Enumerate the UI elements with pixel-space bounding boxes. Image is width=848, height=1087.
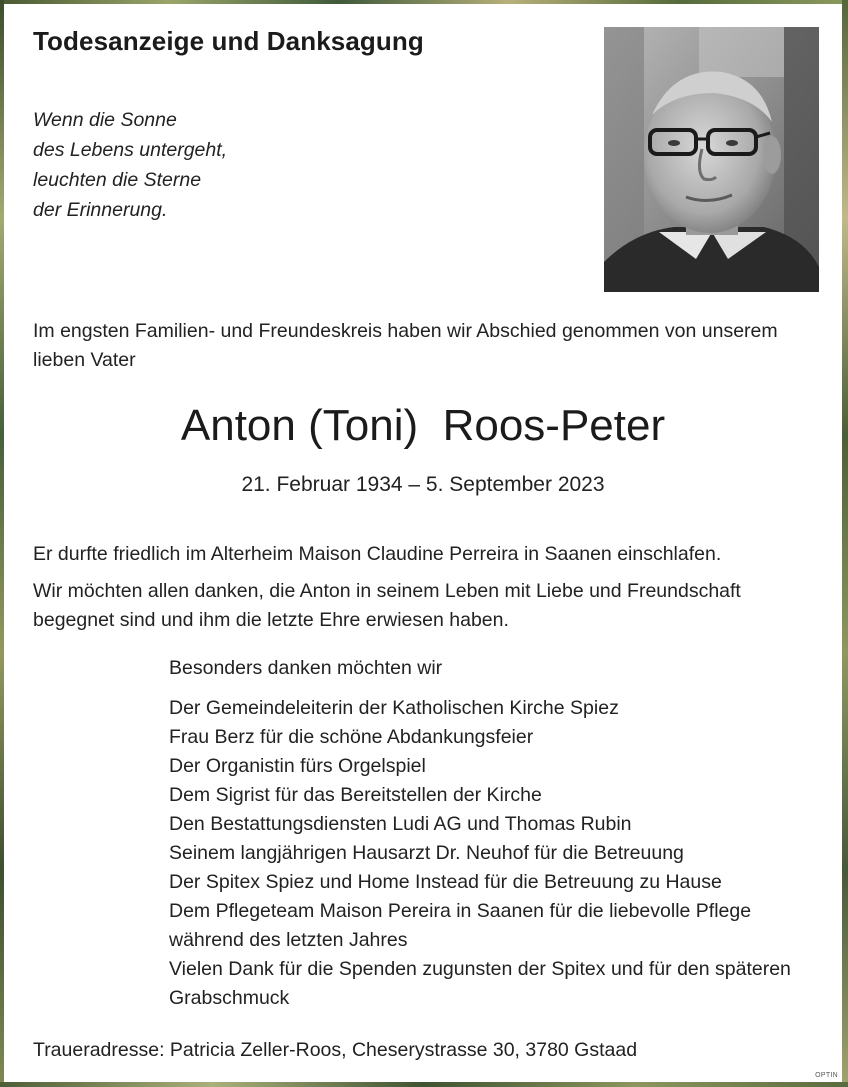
portrait-icon	[604, 27, 819, 292]
list-item: Dem Pflegeteam Maison Pereira in Saanen für die liebevolle Pflege während des letzten Jahres	[169, 900, 752, 951]
poem-line: des Lebens untergeht,	[33, 139, 228, 161]
portrait-photo	[604, 27, 819, 292]
credit-label: OPTIN	[815, 1072, 838, 1079]
list-item: Seinem langjährigen Hausarzt Dr. Neuhof für die Betreuung	[169, 842, 684, 864]
intro-text: Im engsten Familien- und Freundeskreis haben wir Abschied genommen von unserem lieben Vater	[33, 320, 778, 371]
list-item: Den Bestattungsdiensten Ludi AG und Thomas Rubin	[169, 813, 632, 835]
paragraph-passing: Er durfte friedlich im Alterheim Maison Claudine Perreira in Saanen einschlafen.	[33, 543, 722, 565]
list-item: Dem Sigrist für das Bereitstellen der Kirche	[169, 784, 542, 806]
list-item: Der Gemeindeleiterin der Katholischen Kirche Spiez	[169, 697, 619, 719]
deceased-name: Anton (Toni) Roos-Peter	[180, 401, 666, 450]
frame-right	[842, 0, 848, 1087]
list-item: Frau Berz für die schöne Abdankungsfeier	[169, 726, 534, 748]
list-item: Vielen Dank für die Spenden zugunsten der Spitex und für den späteren Grabschmuck	[169, 958, 791, 1009]
mourning-address: Traueradresse: Patricia Zeller-Roos, Cheserystrasse 30, 3780 Gstaad	[33, 1039, 638, 1061]
obituary-card	[4, 4, 842, 1082]
list-item: Der Organistin fürs Orgelspiel	[169, 755, 426, 777]
list-item: Der Spitex Spiez und Home Instead für die Betreuung zu Hause	[169, 871, 722, 893]
poem-line: der Erinnerung.	[33, 199, 168, 221]
paragraph-thanks: Wir möchten allen danken, die Anton in seinem Leben mit Liebe und Freundschaft begegnet sind und ihm die letzte Ehre erwiesen haben.	[33, 580, 741, 631]
thanks-list	[169, 694, 809, 1013]
page-title: Todesanzeige und Danksagung	[33, 26, 424, 56]
poem	[33, 105, 227, 225]
life-dates: 21. Februar 1934 – 5. September 2023	[241, 473, 605, 496]
poem-line: Wenn die Sonne	[33, 109, 177, 131]
frame-bottom	[0, 1082, 848, 1087]
thanks-title: Besonders danken möchten wir	[169, 657, 443, 679]
poem-line: leuchten die Sterne	[33, 169, 202, 191]
